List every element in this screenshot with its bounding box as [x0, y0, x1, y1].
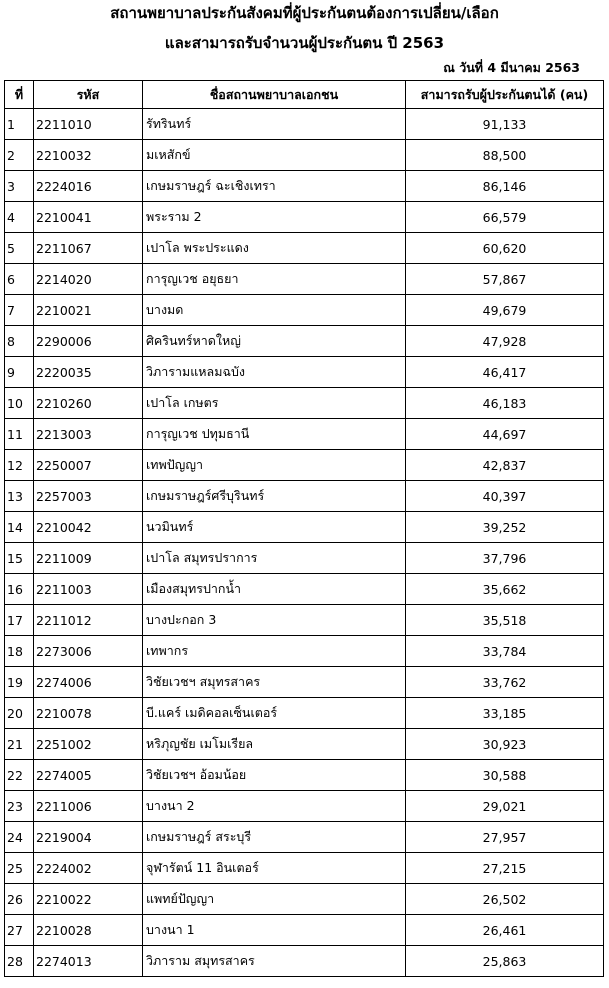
row-capacity-cell: 49,679: [406, 295, 604, 326]
row-name-cell: เกษมราษฎร์ สระบุรี: [143, 822, 406, 853]
row-code-cell: 2210078: [34, 698, 143, 729]
table-row: [5, 264, 604, 295]
row-no-cell: 2: [5, 140, 34, 171]
row-code-cell: 2211067: [34, 233, 143, 264]
row-name-cell: วิภารามแหลมฉบัง: [143, 357, 406, 388]
row-no-cell: 4: [5, 202, 34, 233]
table-row: [5, 357, 604, 388]
row-code-cell: 2211003: [34, 574, 143, 605]
row-capacity-cell: 91,133: [406, 109, 604, 140]
row-code-cell: 2211012: [34, 605, 143, 636]
row-code-cell: 2210028: [34, 915, 143, 946]
row-no-cell: 24: [5, 822, 34, 853]
row-no-cell: 21: [5, 729, 34, 760]
table-row: [5, 915, 604, 946]
row-no-cell: 28: [5, 946, 34, 977]
header-code: รหัส: [34, 81, 143, 109]
row-name-cell: เกษมราษฎร์ศรีบุรินทร์: [143, 481, 406, 512]
row-capacity-cell: 26,502: [406, 884, 604, 915]
row-name-cell: วิชัยเวชฯ อ้อมน้อย: [143, 760, 406, 791]
row-name-cell: ศิครินทร์หาดใหญ่: [143, 326, 406, 357]
table-row: [5, 140, 604, 171]
row-capacity-cell: 66,579: [406, 202, 604, 233]
document-title: สถานพยาบาลประกันสังคมที่ผู้ประกันตนต้องการเปลี่ยน/เลือก: [110, 4, 499, 22]
row-no-cell: 16: [5, 574, 34, 605]
row-no-cell: 5: [5, 233, 34, 264]
table-row: [5, 512, 604, 543]
row-capacity-cell: 57,867: [406, 264, 604, 295]
row-capacity-cell: 27,215: [406, 853, 604, 884]
row-capacity-cell: 30,923: [406, 729, 604, 760]
row-capacity-cell: 33,784: [406, 636, 604, 667]
row-no-cell: 27: [5, 915, 34, 946]
table-row: [5, 822, 604, 853]
row-name-cell: เมืองสมุทรปากน้ำ: [143, 574, 406, 605]
table-row: [5, 884, 604, 915]
header-capacity: สามารถรับผู้ประกันตนได้ (คน): [406, 81, 604, 109]
row-name-cell: บี.แคร์ เมดิคอลเซ็นเตอร์: [143, 698, 406, 729]
table-row: [5, 729, 604, 760]
table-header-row: [5, 81, 604, 109]
table-row: [5, 295, 604, 326]
row-name-cell: รัทรินทร์: [143, 109, 406, 140]
row-name-cell: เทพากร: [143, 636, 406, 667]
row-no-cell: 6: [5, 264, 34, 295]
row-no-cell: 26: [5, 884, 34, 915]
row-name-cell: วิชัยเวชฯ สมุทรสาคร: [143, 667, 406, 698]
row-code-cell: 2274006: [34, 667, 143, 698]
row-no-cell: 11: [5, 419, 34, 450]
row-no-cell: 15: [5, 543, 34, 574]
row-name-cell: บางปะกอก 3: [143, 605, 406, 636]
table-body: [5, 109, 604, 977]
table-row: [5, 171, 604, 202]
row-name-cell: บางนา 1: [143, 915, 406, 946]
row-capacity-cell: 35,518: [406, 605, 604, 636]
row-code-cell: 2210041: [34, 202, 143, 233]
table-row: [5, 233, 604, 264]
row-code-cell: 2219004: [34, 822, 143, 853]
row-no-cell: 7: [5, 295, 34, 326]
table-row: [5, 791, 604, 822]
row-name-cell: บางมด: [143, 295, 406, 326]
table-row: [5, 388, 604, 419]
row-capacity-cell: 25,863: [406, 946, 604, 977]
header-no: ที่: [5, 81, 34, 109]
row-code-cell: 2211010: [34, 109, 143, 140]
row-no-cell: 13: [5, 481, 34, 512]
table-row: [5, 853, 604, 884]
table-row: [5, 636, 604, 667]
row-code-cell: 2210260: [34, 388, 143, 419]
row-name-cell: แพทย์ปัญญา: [143, 884, 406, 915]
row-capacity-cell: 88,500: [406, 140, 604, 171]
row-capacity-cell: 29,021: [406, 791, 604, 822]
row-capacity-cell: 39,252: [406, 512, 604, 543]
row-code-cell: 2251002: [34, 729, 143, 760]
row-name-cell: เปาโล พระประแดง: [143, 233, 406, 264]
row-name-cell: เปาโล สมุทรปราการ: [143, 543, 406, 574]
row-name-cell: การุญเวช ปทุมธานี: [143, 419, 406, 450]
row-name-cell: เปาโล เกษตร: [143, 388, 406, 419]
row-capacity-cell: 46,183: [406, 388, 604, 419]
table-row: [5, 419, 604, 450]
table-row: [5, 109, 604, 140]
row-capacity-cell: 37,796: [406, 543, 604, 574]
header-name: ชื่อสถานพยาบาลเอกชน: [143, 81, 406, 109]
row-code-cell: 2274013: [34, 946, 143, 977]
row-no-cell: 3: [5, 171, 34, 202]
row-capacity-cell: 86,146: [406, 171, 604, 202]
row-capacity-cell: 30,588: [406, 760, 604, 791]
table-row: [5, 946, 604, 977]
row-code-cell: 2211009: [34, 543, 143, 574]
table-row: [5, 605, 604, 636]
row-no-cell: 8: [5, 326, 34, 357]
row-no-cell: 19: [5, 667, 34, 698]
row-name-cell: หริภุญชัย เมโมเรียล: [143, 729, 406, 760]
row-capacity-cell: 46,417: [406, 357, 604, 388]
row-no-cell: 14: [5, 512, 34, 543]
row-code-cell: 2274005: [34, 760, 143, 791]
row-name-cell: นวมินทร์: [143, 512, 406, 543]
table-row: [5, 760, 604, 791]
row-code-cell: 2273006: [34, 636, 143, 667]
table-row: [5, 574, 604, 605]
row-capacity-cell: 33,185: [406, 698, 604, 729]
row-no-cell: 23: [5, 791, 34, 822]
table-row: [5, 450, 604, 481]
row-capacity-cell: 44,697: [406, 419, 604, 450]
row-name-cell: วิภาราม สมุทรสาคร: [143, 946, 406, 977]
table-row: [5, 326, 604, 357]
row-capacity-cell: 40,397: [406, 481, 604, 512]
row-capacity-cell: 47,928: [406, 326, 604, 357]
row-name-cell: บางนา 2: [143, 791, 406, 822]
row-name-cell: เทพปัญญา: [143, 450, 406, 481]
row-no-cell: 25: [5, 853, 34, 884]
row-capacity-cell: 27,957: [406, 822, 604, 853]
row-no-cell: 22: [5, 760, 34, 791]
row-capacity-cell: 60,620: [406, 233, 604, 264]
row-code-cell: 2250007: [34, 450, 143, 481]
row-code-cell: 2213003: [34, 419, 143, 450]
row-no-cell: 17: [5, 605, 34, 636]
row-code-cell: 2214020: [34, 264, 143, 295]
table-row: [5, 202, 604, 233]
row-code-cell: 2224016: [34, 171, 143, 202]
table-row: [5, 698, 604, 729]
table-row: [5, 543, 604, 574]
hospital-table: [4, 80, 604, 977]
row-code-cell: 2224002: [34, 853, 143, 884]
row-code-cell: 2220035: [34, 357, 143, 388]
row-capacity-cell: 35,662: [406, 574, 604, 605]
row-no-cell: 12: [5, 450, 34, 481]
row-no-cell: 18: [5, 636, 34, 667]
row-code-cell: 2210042: [34, 512, 143, 543]
row-no-cell: 20: [5, 698, 34, 729]
row-capacity-cell: 26,461: [406, 915, 604, 946]
table-row: [5, 481, 604, 512]
row-name-cell: มเหสักข์: [143, 140, 406, 171]
row-code-cell: 2210021: [34, 295, 143, 326]
row-no-cell: 9: [5, 357, 34, 388]
row-no-cell: 10: [5, 388, 34, 419]
row-name-cell: จุฬารัตน์ 11 อินเตอร์: [143, 853, 406, 884]
row-capacity-cell: 42,837: [406, 450, 604, 481]
row-no-cell: 1: [5, 109, 34, 140]
document-subtitle: และสามารถรับจำนวนผู้ประกันตน ปี 2563: [164, 34, 445, 52]
row-name-cell: การุญเวช อยุธยา: [143, 264, 406, 295]
row-name-cell: เกษมราษฎร์ ฉะเชิงเทรา: [143, 171, 406, 202]
row-code-cell: 2211006: [34, 791, 143, 822]
row-code-cell: 2290006: [34, 326, 143, 357]
row-code-cell: 2210032: [34, 140, 143, 171]
row-name-cell: พระราม 2: [143, 202, 406, 233]
row-code-cell: 2257003: [34, 481, 143, 512]
table-row: [5, 667, 604, 698]
document-date: ณ วันที่ 4 มีนาคม 2563: [443, 60, 580, 75]
row-capacity-cell: 33,762: [406, 667, 604, 698]
row-code-cell: 2210022: [34, 884, 143, 915]
